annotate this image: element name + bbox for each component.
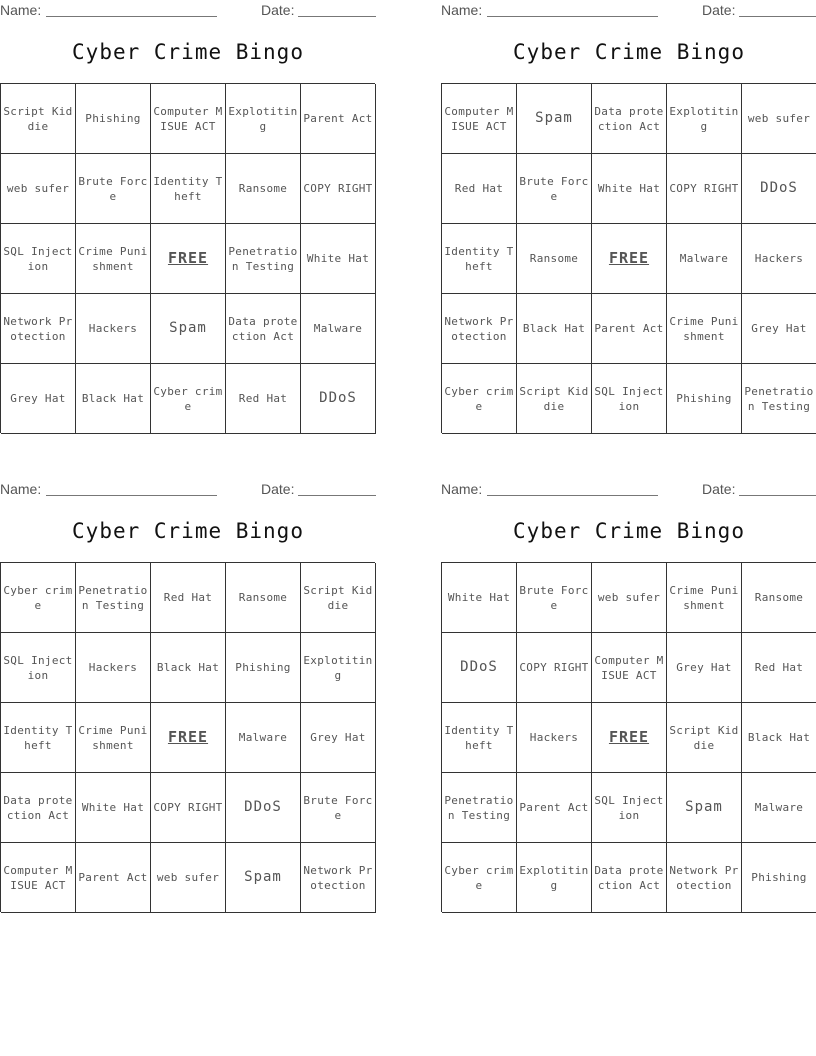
date-blank-line[interactable] [298,16,376,17]
bingo-cell[interactable]: Malware [742,773,816,843]
bingo-cell[interactable]: Phishing [226,633,301,703]
name-blank-line[interactable] [487,16,658,17]
bingo-cell[interactable]: White Hat [301,224,376,294]
bingo-cell[interactable]: Black Hat [742,703,816,773]
bingo-cell[interactable]: Cyber crime [1,563,76,633]
bingo-cell[interactable]: SQL Injection [1,633,76,703]
bingo-cell[interactable]: Network Protection [301,843,376,913]
bingo-cell[interactable]: Phishing [76,84,151,154]
name-blank-line[interactable] [46,495,217,496]
bingo-cell[interactable]: Parent Act [517,773,592,843]
bingo-cell[interactable]: Spam [151,294,226,364]
bingo-cell[interactable]: Parent Act [592,294,667,364]
bingo-cell[interactable]: Computer MISUE ACT [151,84,226,154]
bingo-cell[interactable]: Malware [301,294,376,364]
bingo-cell[interactable]: Network Protection [442,294,517,364]
bingo-cell[interactable]: Ransome [226,154,301,224]
name-label: Name: [441,481,483,497]
card-title: Cyber Crime Bingo [513,519,745,543]
bingo-cell[interactable]: Explotiting [301,633,376,703]
bingo-cell[interactable]: Crime Punishment [667,563,742,633]
bingo-cell[interactable]: COPY RIGHT [301,154,376,224]
free-space-cell[interactable]: FREE [592,703,667,773]
bingo-cell[interactable]: Identity Theft [151,154,226,224]
date-blank-line[interactable] [739,495,816,496]
bingo-cell[interactable]: SQL Injection [1,224,76,294]
date-label: Date: [261,2,295,18]
name-date-header [441,0,816,22]
bingo-cell[interactable]: Script Kiddie [301,563,376,633]
bingo-cell[interactable]: Crime Punishment [76,703,151,773]
bingo-cell[interactable]: Computer MISUE ACT [592,633,667,703]
bingo-cell[interactable]: Penetration Testing [442,773,517,843]
card-title: Cyber Crime Bingo [72,519,304,543]
bingo-cell[interactable]: Script Kiddie [1,84,76,154]
bingo-cell[interactable]: Script Kiddie [517,364,592,434]
bingo-cell[interactable]: Network Protection [667,843,742,913]
bingo-cell[interactable]: Explotiting [517,843,592,913]
bingo-cell[interactable]: DDoS [742,154,816,224]
bingo-cell[interactable]: SQL Injection [592,773,667,843]
bingo-cell[interactable]: Red Hat [226,364,301,434]
bingo-cell[interactable]: Penetration Testing [742,364,816,434]
bingo-cell[interactable]: Phishing [667,364,742,434]
bingo-cell[interactable]: Identity Theft [442,224,517,294]
bingo-cell[interactable]: Grey Hat [1,364,76,434]
bingo-cell[interactable]: Penetration Testing [226,224,301,294]
bingo-cell[interactable]: Black Hat [76,364,151,434]
date-label: Date: [702,2,736,18]
name-date-header [0,0,376,22]
bingo-cell[interactable]: Computer MISUE ACT [1,843,76,913]
bingo-cell[interactable]: Brute Force [301,773,376,843]
name-date-header [0,479,376,501]
bingo-grid [441,83,816,433]
bingo-cell[interactable]: web sufer [742,84,816,154]
name-label: Name: [441,2,483,18]
bingo-cell[interactable]: Explotiting [226,84,301,154]
bingo-cell[interactable]: SQL Injection [592,364,667,434]
bingo-cell[interactable]: Parent Act [76,843,151,913]
bingo-cell[interactable]: Crime Punishment [76,224,151,294]
bingo-cell[interactable]: Cyber crime [442,364,517,434]
bingo-cell[interactable]: Brute Force [76,154,151,224]
bingo-cell[interactable]: Grey Hat [301,703,376,773]
bingo-cell[interactable]: Identity Theft [1,703,76,773]
bingo-cell[interactable]: Malware [667,224,742,294]
bingo-cell[interactable]: Red Hat [151,563,226,633]
date-blank-line[interactable] [739,16,816,17]
bingo-cell[interactable]: Spam [226,843,301,913]
bingo-cell[interactable]: Cyber crime [442,843,517,913]
bingo-cell[interactable]: Identity Theft [442,703,517,773]
free-space-cell[interactable]: FREE [151,224,226,294]
free-space-cell[interactable]: FREE [592,224,667,294]
bingo-cell[interactable]: Red Hat [742,633,816,703]
date-blank-line[interactable] [298,495,376,496]
bingo-cell[interactable]: DDoS [442,633,517,703]
bingo-cell[interactable]: Data protection Act [592,843,667,913]
bingo-cell[interactable]: COPY RIGHT [151,773,226,843]
bingo-cell[interactable]: Malware [226,703,301,773]
bingo-cell[interactable]: DDoS [301,364,376,434]
name-label: Name: [0,481,42,497]
bingo-grid [0,562,375,912]
bingo-cell[interactable]: Explotiting [667,84,742,154]
bingo-cell[interactable]: Hackers [76,294,151,364]
bingo-cell[interactable]: Phishing [742,843,816,913]
bingo-cell[interactable]: Ransome [742,563,816,633]
name-blank-line[interactable] [46,16,217,17]
date-label: Date: [702,481,736,497]
bingo-cell[interactable]: Computer MISUE ACT [442,84,517,154]
bingo-cell[interactable]: Cyber crime [151,364,226,434]
name-blank-line[interactable] [487,495,658,496]
bingo-cell[interactable]: COPY RIGHT [667,154,742,224]
bingo-cell[interactable]: Hackers [76,633,151,703]
bingo-cell[interactable]: web sufer [1,154,76,224]
bingo-cell[interactable]: White Hat [76,773,151,843]
bingo-cell[interactable]: Data protection Act [1,773,76,843]
bingo-cell[interactable]: Spam [517,84,592,154]
bingo-cell[interactable]: web sufer [592,563,667,633]
bingo-cell[interactable]: Parent Act [301,84,376,154]
bingo-cell[interactable]: Black Hat [517,294,592,364]
bingo-cell[interactable]: Ransome [517,224,592,294]
bingo-cell[interactable]: Grey Hat [667,633,742,703]
date-label: Date: [261,481,295,497]
bingo-cell[interactable]: Network Protection [1,294,76,364]
bingo-grid [0,83,375,433]
bingo-cell[interactable]: Grey Hat [742,294,816,364]
bingo-cell[interactable]: Red Hat [442,154,517,224]
card-title: Cyber Crime Bingo [513,40,745,64]
bingo-cell[interactable]: Data protection Act [226,294,301,364]
bingo-cell[interactable]: White Hat [442,563,517,633]
bingo-cell[interactable]: White Hat [592,154,667,224]
bingo-cell[interactable]: Hackers [517,703,592,773]
bingo-cell[interactable]: COPY RIGHT [517,633,592,703]
bingo-grid [441,562,816,912]
bingo-cell[interactable]: DDoS [226,773,301,843]
bingo-cell[interactable]: Hackers [742,224,816,294]
bingo-cell[interactable]: Brute Force [517,563,592,633]
bingo-cell[interactable]: Spam [667,773,742,843]
bingo-cell[interactable]: Brute Force [517,154,592,224]
bingo-cell[interactable]: web sufer [151,843,226,913]
name-date-header [441,479,816,501]
card-title: Cyber Crime Bingo [72,40,304,64]
bingo-cell[interactable]: Ransome [226,563,301,633]
bingo-cell[interactable]: Data protection Act [592,84,667,154]
bingo-cell[interactable]: Crime Punishment [667,294,742,364]
bingo-cell[interactable]: Black Hat [151,633,226,703]
bingo-cell[interactable]: Script Kiddie [667,703,742,773]
bingo-cell[interactable]: Penetration Testing [76,563,151,633]
free-space-cell[interactable]: FREE [151,703,226,773]
name-label: Name: [0,2,42,18]
